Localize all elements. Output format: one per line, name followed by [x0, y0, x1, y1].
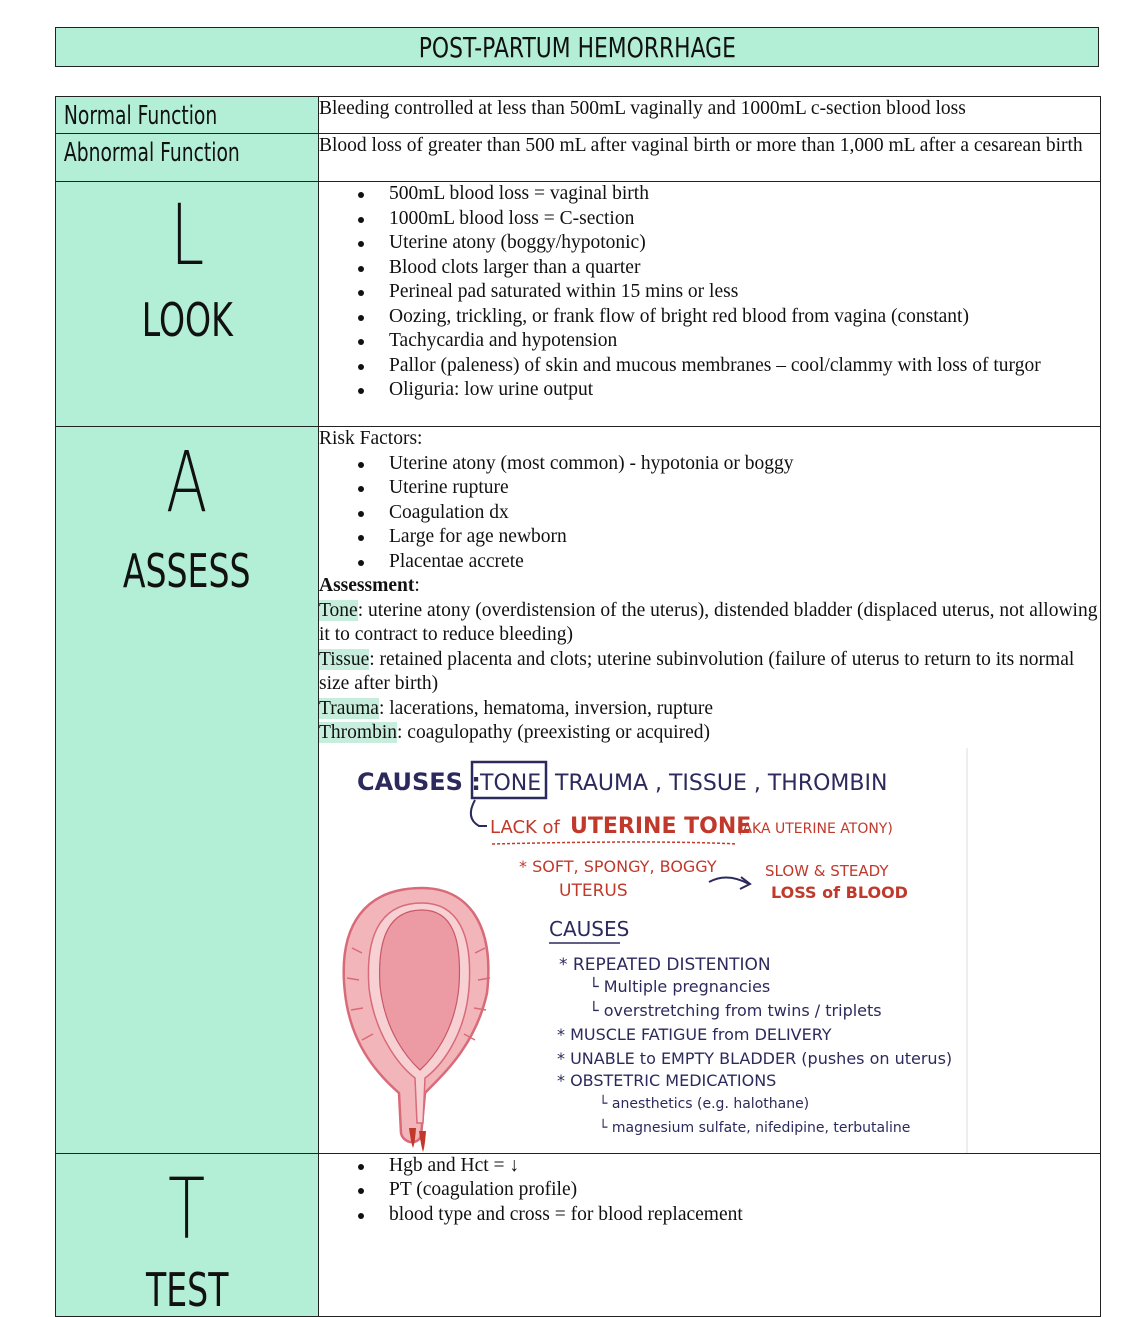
- fig-cause-line: └ anesthetics (e.g. halothane): [599, 1095, 810, 1112]
- causes-illustration: [327, 748, 977, 1153]
- assessment-term: Trauma: [319, 697, 379, 719]
- fig-others: TRAUMA , TISSUE , THROMBIN: [555, 770, 888, 796]
- normal-text: Bleeding controlled at less than 500mL vaginally and 1000mL c-section blood loss: [319, 98, 966, 119]
- fig-cause-line: * UNABLE to EMPTY BLADDER (pushes on uterus): [557, 1048, 953, 1068]
- assessment-term: Thrombin: [319, 722, 397, 743]
- test-list: [319, 1154, 1100, 1228]
- normal-content: [319, 97, 1101, 134]
- look-row: [56, 182, 1101, 427]
- look-label-cell: [56, 182, 319, 427]
- look-word: LOOK: [141, 293, 233, 347]
- fig-tone: TONE: [480, 770, 542, 796]
- abnormal-text: Blood loss of greater than 500 mL after vaginal birth or more than 1,000 mL after a cesarean birth: [319, 135, 1083, 156]
- test-item: PT (coagulation profile): [389, 1178, 1100, 1203]
- fig-lack-aka: (AKA UTERINE ATONY): [737, 820, 893, 837]
- assessment-term: Tone: [319, 599, 358, 621]
- look-item: Uterine atony (boggy/hypotonic): [389, 231, 1100, 256]
- connector-line: [471, 800, 487, 826]
- assessment-item: [319, 648, 1100, 697]
- fig-cause-line: └ overstretching from twins / triplets: [589, 1000, 882, 1020]
- abnormal-label: Abnormal Function: [63, 138, 240, 168]
- fig-cause-lines: [557, 955, 952, 1136]
- fig-cause-line: └ Multiple pregnancies: [589, 976, 771, 996]
- assessment-text: : coagulopathy (preexisting or acquired): [397, 722, 710, 743]
- fig-cause-line: * MUSCLE FATIGUE from DELIVERY: [557, 1024, 832, 1044]
- abnormal-row: [56, 134, 1101, 182]
- test-word: TEST: [145, 1262, 229, 1317]
- uterus-icon: [344, 888, 490, 1152]
- look-content: [319, 182, 1101, 427]
- risk-item: Coagulation dx: [389, 501, 1100, 526]
- test-row: [56, 1153, 1101, 1316]
- fig-slow1: SLOW & STEADY: [765, 861, 889, 880]
- fig-lack-prefix: LACK of: [490, 816, 560, 838]
- test-item: Hgb and Hct = ↓: [389, 1154, 1100, 1179]
- fig-soft2: UTERUS: [559, 880, 628, 901]
- assessment-list: [319, 599, 1100, 746]
- look-item: 1000mL blood loss = C-section: [389, 207, 1100, 232]
- fig-lack-main: UTERINE TONE: [570, 813, 752, 839]
- look-item: Pallor (paleness) of skin and mucous membranes – cool/clammy with loss of turgor: [389, 354, 1100, 379]
- fig-causes: CAUSES :: [357, 767, 481, 796]
- assess-row: [56, 427, 1101, 1154]
- assess-letter: A: [166, 433, 208, 531]
- normal-label-cell: [56, 97, 319, 134]
- assessment-text: : retained placenta and clots; uterine subinvolution (failure of uterus to return to its normal size after birth): [319, 648, 1075, 694]
- fig-slow2: LOSS of BLOOD: [771, 882, 908, 902]
- assessment-text: : uterine atony (overdistension of the uterus), distended bladder (displaced uterus, not allowing it to contract to reduce bleeding): [319, 599, 1098, 645]
- fig-soft1: * SOFT, SPONGY, BOGGY: [519, 856, 717, 876]
- look-item: Perineal pad saturated within 15 mins or less: [389, 280, 1100, 305]
- assessment-colon: :: [414, 575, 420, 596]
- look-item: 500mL blood loss = vaginal birth: [389, 182, 1100, 207]
- page-title: POST-PARTUM HEMORRHAGE: [418, 30, 736, 64]
- risk-item: Uterine rupture: [389, 476, 1100, 501]
- lack-underline: [492, 842, 737, 844]
- fig-cause-line: * REPEATED DISTENTION: [559, 954, 771, 975]
- look-list: [319, 182, 1100, 403]
- test-label-cell: [56, 1153, 319, 1316]
- fig-causes2: CAUSES: [549, 916, 630, 941]
- risk-item: Large for age newborn: [389, 525, 1100, 550]
- abnormal-content: [319, 134, 1101, 182]
- assessment-heading-line: [319, 574, 1100, 599]
- fig-cause-line: * OBSTETRIC MEDICATIONS: [557, 1070, 777, 1090]
- test-item: blood type and cross = for blood replacement: [389, 1203, 1100, 1228]
- assessment-item: [319, 697, 1100, 722]
- risk-item: Uterine atony (most common) - hypotonia or boggy: [389, 452, 1100, 477]
- title-bar: [55, 27, 1099, 67]
- assessment-heading: Assessment: [319, 575, 415, 596]
- look-letter: L: [170, 186, 204, 284]
- look-item: Tachycardia and hypotension: [389, 329, 1100, 354]
- normal-row: [56, 97, 1101, 134]
- assess-word: ASSESS: [123, 544, 251, 598]
- test-content: [319, 1153, 1101, 1316]
- look-item: Blood clots larger than a quarter: [389, 256, 1100, 281]
- look-item: Oozing, trickling, or frank flow of bright red blood from vagina (constant): [389, 305, 1100, 330]
- assess-content: [319, 427, 1101, 1154]
- ppH-table: [55, 96, 1101, 1317]
- assess-label-cell: [56, 427, 319, 1154]
- assessment-item: [319, 721, 1100, 746]
- normal-label: Normal Function: [63, 101, 218, 131]
- assessment-item: [319, 599, 1100, 648]
- assessment-text: : lacerations, hematoma, inversion, rupture: [378, 697, 714, 719]
- risk-item: Placentae accrete: [389, 550, 1100, 575]
- look-item: Oliguria: low urine output: [389, 378, 1100, 403]
- risk-heading: Risk Factors:: [319, 428, 423, 449]
- abnormal-label-cell: [56, 134, 319, 182]
- risk-list: [319, 452, 1100, 575]
- fig-cause-line: └ magnesium sulfate, nifedipine, terbutaline: [599, 1119, 911, 1136]
- test-letter: T: [168, 1159, 206, 1258]
- assessment-term: Tissue: [319, 648, 370, 670]
